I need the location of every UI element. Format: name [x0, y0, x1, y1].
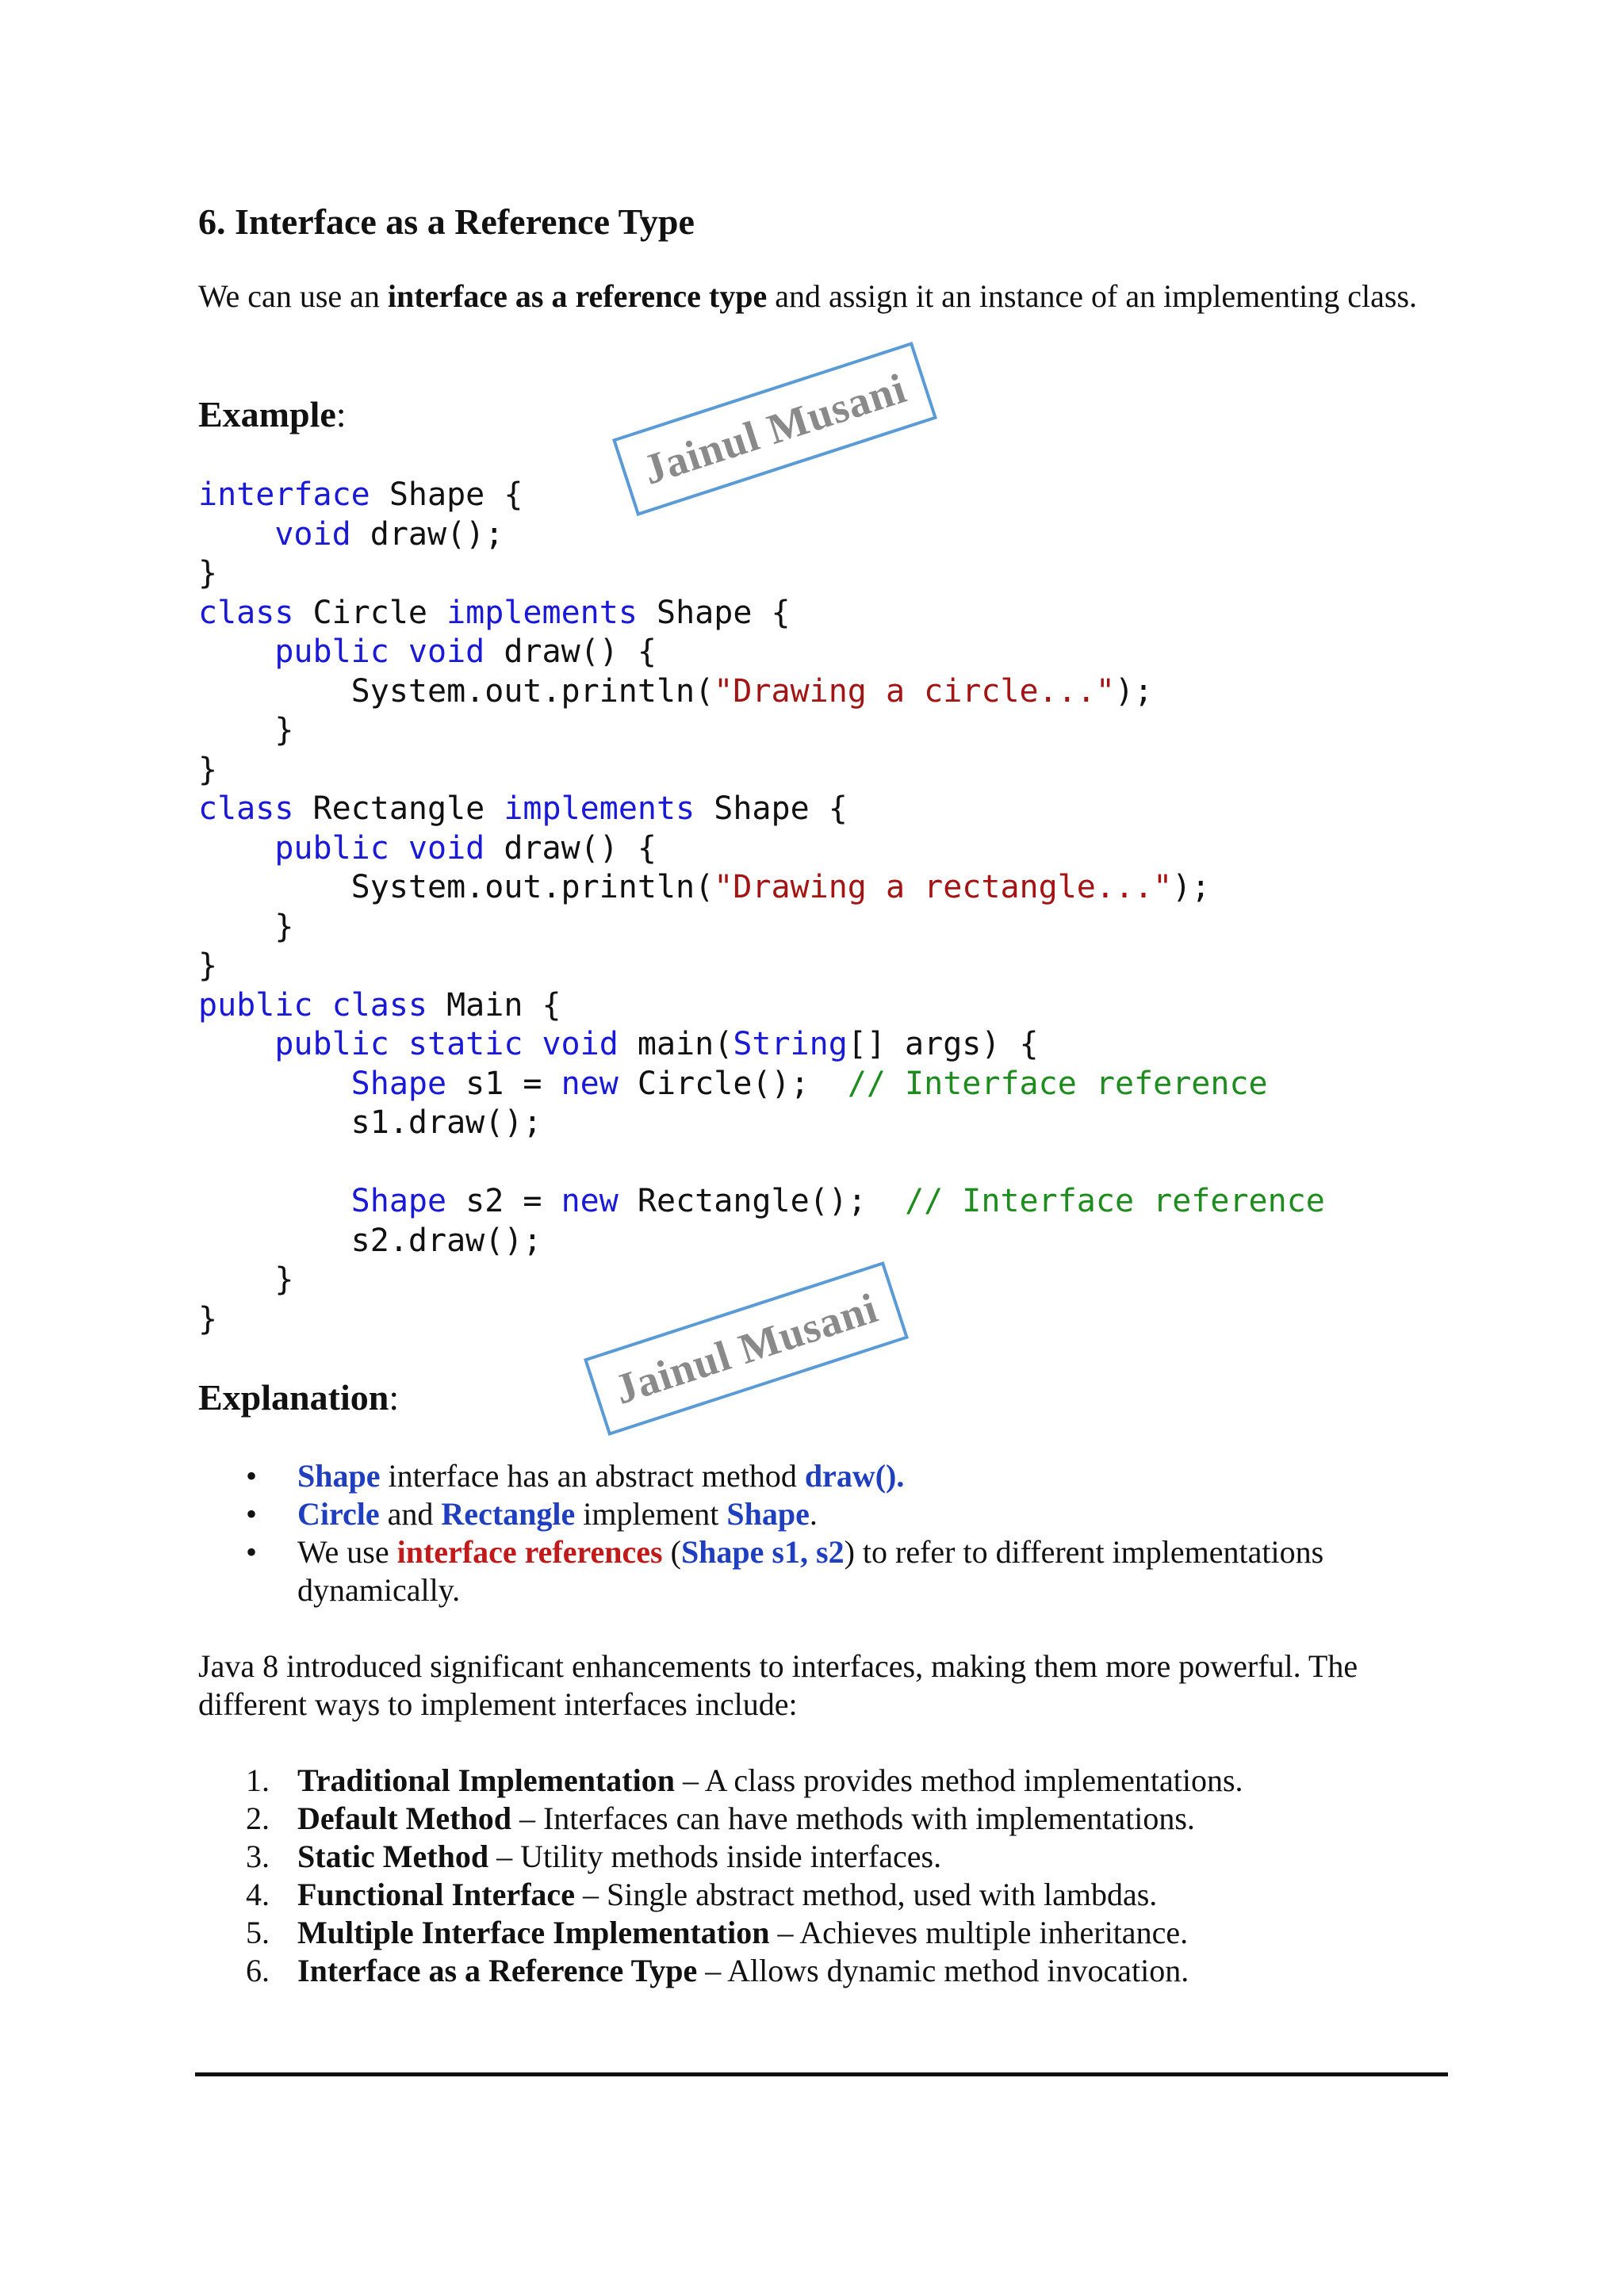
code-text: Main {	[427, 986, 561, 1024]
code-text: }	[274, 1261, 294, 1298]
java8-paragraph: Java 8 introduced significant enhancements to interfaces, making them more powerful. The different ways to implement interfaces include:	[198, 1648, 1358, 1722]
code-text: Shape {	[370, 476, 523, 513]
code-keyword: new	[561, 1065, 619, 1102]
code-text: Circle	[293, 594, 447, 631]
section-heading: 6. Interface as a Reference Type	[198, 201, 695, 242]
code-keyword: interface	[198, 476, 370, 513]
code-keyword: public void	[274, 829, 485, 867]
code-keyword: class	[198, 790, 294, 827]
term-interface-references: interface references	[396, 1534, 663, 1570]
code-text: Shape {	[695, 790, 848, 827]
list-item	[198, 1533, 1435, 1609]
explanation-list	[198, 1457, 1435, 1609]
list-item	[198, 1952, 1435, 1990]
code-text: }	[274, 908, 294, 945]
code-text: main(	[618, 1026, 733, 1062]
colon: :	[335, 394, 347, 434]
code-text: s1 =	[446, 1065, 561, 1102]
code-text: }	[274, 712, 294, 748]
code-text: }	[198, 751, 218, 788]
term-shape: Shape	[726, 1496, 810, 1532]
list-term: Static Method	[297, 1839, 489, 1874]
intro-bold: interface as a reference type	[387, 278, 768, 314]
bullet-text: interface has an abstract method	[380, 1458, 805, 1494]
bullet-text: .	[809, 1496, 818, 1532]
code-text: Rectangle	[293, 790, 504, 827]
footer-rule	[195, 2072, 1448, 2076]
bullet-text: ) to refer to different implementations dynamically.	[297, 1534, 1324, 1608]
code-keyword: public void	[274, 633, 485, 670]
code-keyword: void	[274, 515, 351, 553]
bullet-text: (	[662, 1534, 681, 1570]
colon: :	[389, 1377, 400, 1418]
code-text: s1.draw();	[350, 1104, 542, 1141]
list-number: 1.	[246, 1762, 270, 1798]
list-item	[198, 1762, 1435, 1800]
code-keyword: class	[198, 594, 294, 631]
list-item	[198, 1838, 1435, 1876]
code-text: }	[198, 1300, 218, 1337]
list-number: 2.	[246, 1800, 270, 1836]
watermark-text: Jainul Musani	[637, 364, 913, 494]
explanation-heading	[198, 1376, 399, 1420]
list-text: – Allows dynamic method invocation.	[697, 1953, 1189, 1988]
code-text: Rectangle();	[618, 1183, 906, 1219]
code-keyword: implements	[504, 790, 695, 827]
list-text: – Achieves multiple inheritance.	[769, 1915, 1189, 1950]
term-shape-s1-s2: Shape s1, s2	[680, 1534, 845, 1570]
list-number: 4.	[246, 1877, 270, 1912]
list-term: Multiple Interface Implementation	[297, 1915, 770, 1950]
list-item	[198, 1876, 1435, 1914]
list-item	[198, 1495, 1435, 1533]
list-term: Functional Interface	[297, 1877, 575, 1912]
code-keyword: Shape	[350, 1065, 447, 1102]
list-text: – A class provides method implementations.	[674, 1762, 1243, 1798]
example-heading	[198, 392, 347, 437]
code-comment: // Interface reference	[905, 1183, 1325, 1219]
code-string: "Drawing a rectangle..."	[714, 869, 1173, 905]
list-text: – Interfaces can have methods with implementations.	[511, 1800, 1195, 1836]
code-text: [] args) {	[847, 1026, 1039, 1062]
code-text: );	[1114, 672, 1154, 710]
code-block	[198, 476, 1325, 1339]
term-draw: draw().	[804, 1458, 905, 1494]
code-text: s2.draw();	[350, 1222, 542, 1259]
list-number: 5.	[246, 1915, 270, 1950]
list-item	[198, 1457, 1435, 1495]
code-keyword: new	[561, 1183, 619, 1219]
code-text: Shape {	[637, 594, 791, 631]
bullet-text: We use	[297, 1534, 397, 1570]
code-text: draw();	[350, 515, 504, 553]
code-keyword: implements	[446, 594, 638, 631]
list-number: 6.	[246, 1953, 270, 1988]
term-rectangle: Rectangle	[441, 1496, 576, 1532]
intro-paragraph	[198, 277, 1435, 316]
code-text: System.out.println(	[350, 672, 714, 710]
term-circle: Circle	[297, 1496, 380, 1532]
code-text: draw() {	[485, 829, 657, 867]
intro-text-end: and assign it an instance of an implementing class.	[767, 278, 1418, 314]
code-keyword: public class	[198, 986, 427, 1024]
list-term: Interface as a Reference Type	[297, 1953, 698, 1988]
code-text: draw() {	[485, 633, 657, 670]
code-keyword: String	[733, 1026, 848, 1062]
code-string: "Drawing a circle..."	[714, 672, 1115, 710]
example-heading-text: Example	[198, 394, 336, 434]
code-text: );	[1172, 869, 1211, 905]
list-item	[198, 1800, 1435, 1838]
code-text: }	[198, 555, 218, 591]
watermark-text: Jainul Musani	[608, 1284, 884, 1414]
explanation-heading-text: Explanation	[198, 1377, 389, 1418]
code-text: System.out.println(	[350, 869, 714, 905]
code-keyword: Shape	[350, 1183, 447, 1219]
code-text: s2 =	[446, 1183, 561, 1219]
code-keyword: public static void	[274, 1026, 619, 1062]
list-term: Default Method	[297, 1800, 511, 1836]
code-text: Circle();	[618, 1065, 848, 1102]
list-term: Traditional Implementation	[297, 1762, 675, 1798]
code-comment: // Interface reference	[847, 1065, 1268, 1102]
bullet-text: and	[379, 1496, 442, 1532]
list-text: – Single abstract method, used with lambdas.	[574, 1877, 1158, 1912]
intro-text: We can use an	[198, 278, 388, 314]
list-item	[198, 1914, 1435, 1952]
ways-list	[198, 1762, 1435, 1990]
code-text: }	[198, 947, 218, 984]
bullet-text: implement	[575, 1496, 727, 1532]
term-shape: Shape	[297, 1458, 381, 1494]
list-number: 3.	[246, 1839, 270, 1874]
list-text: – Utility methods inside interfaces.	[488, 1839, 942, 1874]
